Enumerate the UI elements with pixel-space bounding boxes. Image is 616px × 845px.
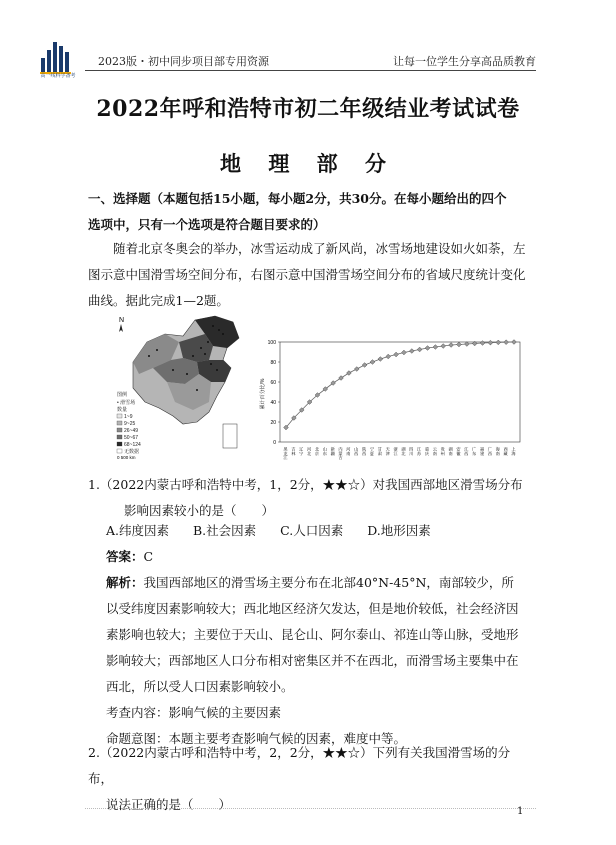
section-heading-line2: 选项中，只有一个选项是符合题目要求的） <box>88 217 326 232</box>
map-legend <box>117 391 141 455</box>
x-tick-label: 重庆 <box>425 447 431 456</box>
section-heading <box>88 186 528 238</box>
option-d: D.地形因素 <box>367 523 431 538</box>
x-tick-label: 四川 <box>409 447 415 456</box>
option-c: C.人口因素 <box>280 523 344 538</box>
section-heading-line1: 一、选择题（本题包括15小题，每小题2分，共30分。在每小题给出的四个 <box>88 191 507 206</box>
map-scale: 0 500 km <box>117 455 136 460</box>
exam-intent: 命题意图：本题主要考查影响气候的因素，难度中等。 <box>106 731 407 746</box>
x-tick-label: 上海 <box>511 447 517 456</box>
analysis-label: 解析： <box>106 575 144 590</box>
header-slogan: 让每一位学生分享高品质教育 <box>393 55 536 68</box>
south-china-sea-inset <box>223 424 237 448</box>
data-point <box>433 345 438 350</box>
data-point <box>362 363 367 368</box>
data-point <box>504 340 509 345</box>
x-tick-label: 辽宁 <box>299 447 305 456</box>
series-line <box>286 342 514 428</box>
data-point <box>386 354 391 359</box>
question-2 <box>88 740 528 818</box>
data-point <box>409 349 414 354</box>
data-point <box>402 350 407 355</box>
intro-paragraph <box>88 236 528 314</box>
y-tick-label: 100 <box>267 340 276 346</box>
legend-item: • 滑雪场 <box>117 400 136 406</box>
answer-block <box>106 544 526 752</box>
legend-item: 1~9 <box>124 414 133 420</box>
question-1 <box>88 472 546 524</box>
legend-item: 数量 <box>117 407 128 413</box>
data-point <box>425 346 430 351</box>
x-tick-label: 新疆 <box>330 447 336 456</box>
x-tick-label: 黑龙江 <box>283 447 289 460</box>
page-number: 1 <box>517 806 524 817</box>
data-point <box>449 343 454 348</box>
question-1-options <box>106 521 451 539</box>
analysis-text: 我国西部地区的滑雪场主要分布在北部40°N-45°N，南部较少，所 <box>143 575 514 590</box>
legend-title: 图例 <box>117 392 128 398</box>
north-arrow-icon <box>119 324 123 332</box>
legend-item: 9~25 <box>124 421 136 427</box>
analysis-line5: 西北，所以受人口因素影响较小。 <box>106 679 294 694</box>
chart-ylabel: 累计百分比/% <box>260 378 266 410</box>
analysis-line1 <box>106 570 526 596</box>
data-point <box>394 352 399 357</box>
data-point <box>496 340 501 345</box>
x-tick-label: 宁夏 <box>369 447 375 456</box>
data-point <box>378 357 383 362</box>
data-point <box>457 342 462 347</box>
data-point <box>464 342 469 347</box>
x-tick-label: 湖南 <box>448 447 454 456</box>
footer-divider <box>85 808 536 809</box>
x-tick-label: 天津 <box>385 447 391 456</box>
intro-line1: 随着北京冬奥会的举办，冰雪运动成了新风尚，冰雪场地建设如火如荼，左 <box>113 241 526 256</box>
legend-item: 26~49 <box>124 428 139 434</box>
data-point <box>339 376 344 381</box>
chart-plot-frame <box>280 342 520 442</box>
question-2-line1: 2.（2022内蒙古呼和浩特中考，2，2分，★★☆）下列有关我国滑雪场的分布， <box>88 745 511 786</box>
exam-content: 考查内容：影响气候的主要因素 <box>106 705 282 720</box>
exam-subtitle: 地 理 部 分 <box>220 151 396 176</box>
x-tick-label: 浙江 <box>393 447 399 456</box>
x-tick-label: 西藏 <box>503 447 509 456</box>
option-a: A.纬度因素 <box>106 523 170 538</box>
cumulative-percentage-chart <box>255 332 525 467</box>
data-point <box>346 371 351 376</box>
data-point <box>354 367 359 372</box>
x-tick-label: 陕西 <box>362 447 368 456</box>
x-tick-label: 河南 <box>346 447 352 456</box>
data-point <box>488 340 493 345</box>
x-tick-label: 江苏 <box>417 447 423 456</box>
question-1-line1: 1.（2022内蒙古呼和浩特中考，1，2分，★★☆）对我国西部地区滑雪场分布 <box>88 477 523 492</box>
x-tick-label: 北京 <box>314 447 320 456</box>
x-tick-label: 安徽 <box>456 447 462 456</box>
data-point <box>441 344 446 349</box>
exam-title: 2022年呼和浩特市初二年级结业考试试卷 <box>96 96 520 122</box>
analysis-line3: 素影响也较大；主要位于天山、昆仑山、阿尔泰山、祁连山等山脉，受地形 <box>106 627 519 642</box>
x-tick-label: 贵州 <box>440 447 446 456</box>
publisher-logo <box>38 36 74 76</box>
question-1-line2: 影响因素较小的是（ ） <box>124 503 275 518</box>
question-2-line2: 说法正确的是（ ） <box>106 797 232 812</box>
legend-item: 68~124 <box>124 442 141 448</box>
x-tick-label: 江西 <box>464 447 470 456</box>
y-tick-label: 0 <box>273 440 276 446</box>
x-tick-label: 山东 <box>322 447 328 456</box>
x-tick-label: 河北 <box>307 447 313 456</box>
analysis-line2: 以受纬度因素影响较大；西北地区经济欠发达，但是地价较低，社会经济因 <box>106 601 519 616</box>
x-tick-label: 湖北 <box>401 447 407 456</box>
data-point <box>370 360 375 365</box>
answer-value: C <box>143 549 154 564</box>
data-point <box>512 340 517 345</box>
x-tick-label: 广西 <box>487 447 493 456</box>
north-arrow-label: N <box>119 317 125 324</box>
option-b: B.社会因素 <box>193 523 257 538</box>
page-header <box>0 0 616 78</box>
data-point <box>417 347 422 352</box>
header-divider <box>85 70 536 71</box>
legend-item: 50~67 <box>124 435 139 441</box>
y-tick-label: 60 <box>270 380 276 386</box>
data-point <box>480 341 485 346</box>
x-tick-label: 云南 <box>432 447 438 456</box>
y-tick-label: 40 <box>270 400 276 406</box>
answer-line <box>106 544 526 570</box>
x-tick-label: 甘肃 <box>377 447 383 456</box>
x-tick-label: 海南 <box>495 447 501 456</box>
answer-label: 答案： <box>106 549 144 564</box>
y-tick-label: 20 <box>270 420 276 426</box>
x-tick-label: 山西 <box>354 447 360 456</box>
x-tick-label: 吉林 <box>291 447 297 456</box>
x-tick-label: 内蒙古 <box>338 447 344 460</box>
header-resource-label: 2023版・初中同步项目部专用资源 <box>98 55 269 68</box>
y-tick-label: 80 <box>270 360 276 366</box>
logo-text: 高一线科学备考 <box>40 73 76 79</box>
ski-resort-map <box>113 312 251 460</box>
legend-item: 无数据 <box>124 449 140 455</box>
x-tick-label: 广东 <box>472 447 478 456</box>
intro-line2: 图示意中国滑雪场空间分布，右图示意中国滑雪场空间分布的省域尺度统计变化 <box>88 267 526 282</box>
analysis-line4: 影响较大；西部地区人口分布相对密集区并不在西北，而滑雪场主要集中在 <box>106 653 519 668</box>
x-tick-label: 福建 <box>480 447 486 456</box>
intro-line3: 曲线。据此完成1—2题。 <box>88 293 229 308</box>
